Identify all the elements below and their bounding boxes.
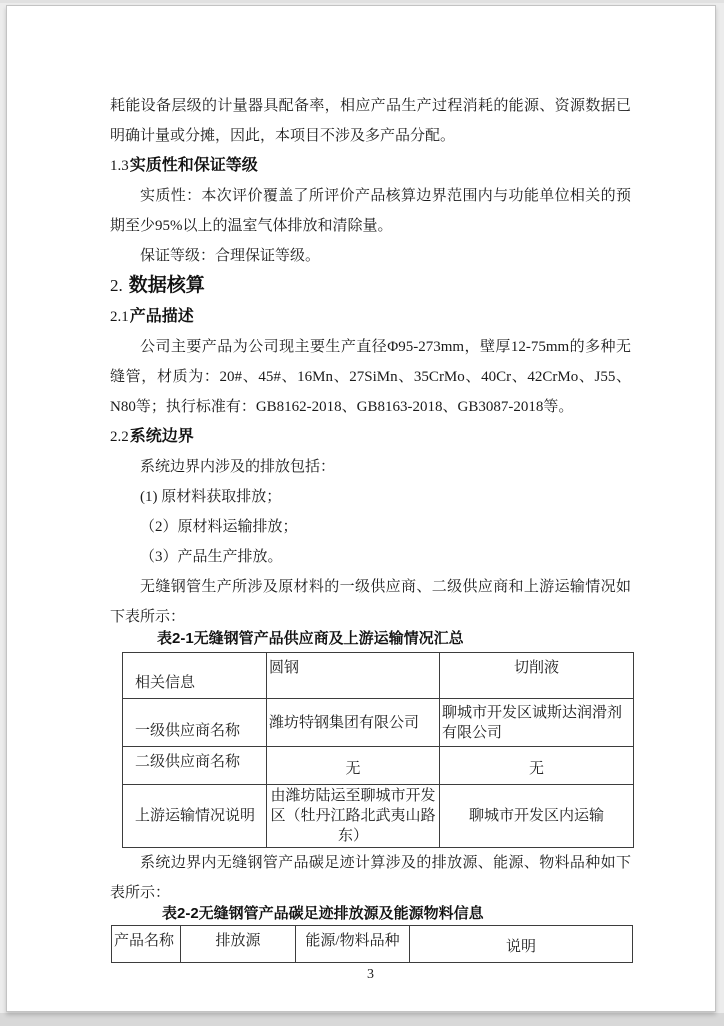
heading-title: 实质性和保证等级	[129, 157, 258, 174]
table-cell: 潍坊特钢集团有限公司	[267, 699, 440, 747]
supplier-table	[122, 652, 634, 848]
table-2-2-title: 表2-2无缝钢管产品碳足迹排放源及能源物料信息	[162, 905, 484, 922]
page-number: 3	[367, 967, 374, 982]
section-heading-2-2	[110, 422, 631, 452]
heading-title: 数据核算	[128, 275, 205, 296]
viewer-bottom-band	[0, 1013, 724, 1026]
table-cell: 一级供应商名称	[123, 699, 267, 747]
heading-number: 2.2	[110, 429, 129, 445]
table-2-1-title: 表2-1无缝钢管产品供应商及上游运输情况汇总	[157, 630, 464, 647]
boundary-item-3: （3）产品生产排放。	[140, 549, 283, 565]
emission-table	[111, 925, 633, 963]
section-heading-1-3	[110, 151, 631, 181]
table-cell: 聊城市开发区内运输	[440, 785, 634, 848]
paragraph-substantive: 实质性：本次评价覆盖了所评价产品核算边界范围内与功能单位相关的预期至少95%以上的温室气体排放和清除量。	[110, 188, 631, 234]
table-cell: 无	[267, 747, 440, 785]
table-cell: 切削液	[440, 653, 634, 699]
paragraph-boundary-intro: 系统边界内涉及的排放包括：	[140, 459, 336, 475]
table-header-cell: 说明	[410, 926, 633, 963]
heading-title: 系统边界	[129, 428, 194, 445]
table-cell: 聊城市开发区诚斯达润滑剂有限公司	[440, 699, 634, 747]
boundary-item-1: (1) 原材料获取排放；	[140, 489, 282, 505]
document-page	[6, 5, 716, 1012]
table-header-cell: 产品名称	[112, 926, 181, 963]
page-content	[110, 91, 631, 983]
heading-number: 2.1	[110, 309, 129, 325]
heading-number: 2.	[110, 276, 123, 295]
section-heading-2-1	[110, 302, 631, 332]
paragraph-assurance-level: 保证等级：合理保证等级。	[140, 248, 321, 264]
paragraph-supplier-intro: 无缝钢管生产所涉及原材料的一级供应商、二级供应商和上游运输情况如下表所示：	[110, 579, 631, 625]
table-cell: 上游运输情况说明	[123, 785, 267, 848]
boundary-item-2: （2）原材料运输排放；	[140, 519, 298, 535]
table-cell: 二级供应商名称	[123, 747, 267, 785]
table-row	[123, 747, 634, 785]
section-heading-2	[110, 271, 631, 302]
table-header-cell: 能源/物料品种	[296, 926, 410, 963]
table-cell: 相关信息	[123, 653, 267, 699]
table-row	[112, 926, 633, 963]
table-row	[123, 653, 634, 699]
table-header-cell: 排放源	[181, 926, 296, 963]
table-cell: 圆钢	[267, 653, 440, 699]
heading-title: 产品描述	[129, 308, 194, 325]
paragraph-emission-intro: 系统边界内无缝钢管产品碳足迹计算涉及的排放源、能源、物料品种如下表所示：	[110, 855, 631, 901]
table-cell: 无	[440, 747, 634, 785]
viewer-top-band	[0, 0, 724, 3]
paragraph-metering: 耗能设备层级的计量器具配备率，相应产品生产过程消耗的能源、资源数据已明确计量或分摊，因此，本项目不涉及多产品分配。	[110, 98, 631, 144]
paragraph-product-description: 公司主要产品为公司现主要生产直径Φ95-273mm，壁厚12-75mm的多种无缝管，材质为：20#、45#、16Mn、27SiMn、35CrMo、40Cr、42CrMo、J55、N80等；执行标准有：GB8162-2018、GB8163-2018、GB3087-2018等。	[110, 339, 631, 415]
heading-number: 1.3	[110, 158, 129, 174]
table-cell: 由潍坊陆运至聊城市开发区（牡丹江路北武夷山路东）	[267, 785, 440, 848]
table-row	[123, 785, 634, 848]
table-row	[123, 699, 634, 747]
